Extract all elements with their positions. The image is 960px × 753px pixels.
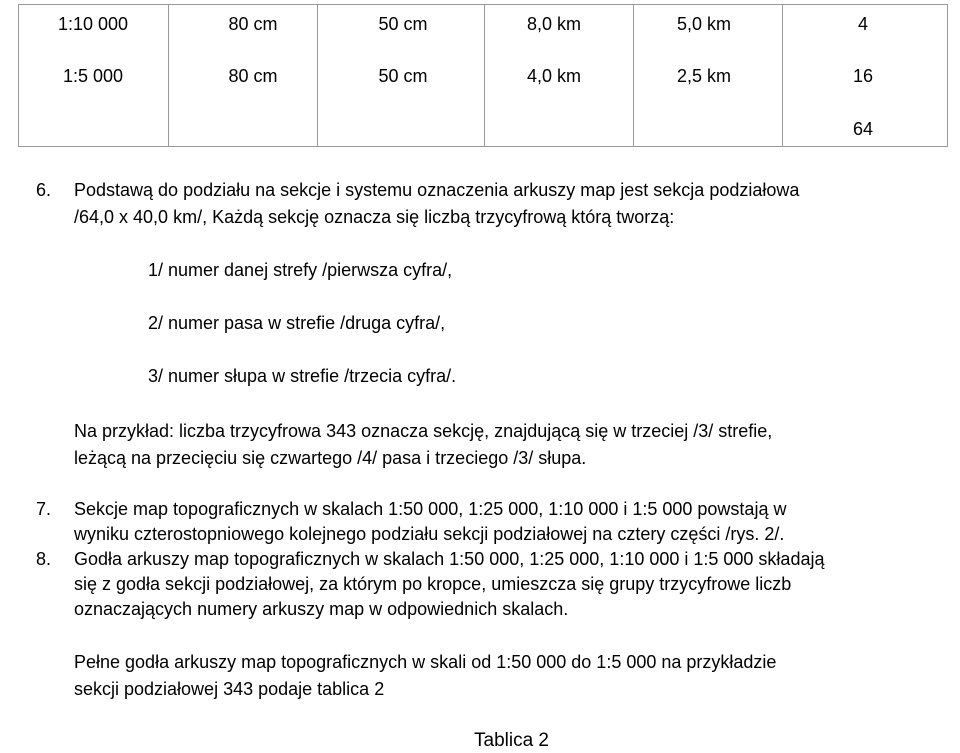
section-7-line: Sekcje map topograficznych w skalach 1:50 000, 1:25 000, 1:10 000 i 1:5 000 powstają w	[74, 499, 787, 519]
table-col-divider	[168, 4, 169, 147]
section-7-line: wyniku czterostopniowego kolejnego podziału sekcji podziałowej na cztery części /rys. 2/.	[74, 524, 785, 544]
table-cell: 5,0 km	[676, 14, 732, 34]
scale-table	[18, 0, 948, 147]
section-6-line: /64,0 x 40,0 km/, Każdą sekcję oznacza się liczbą trzycyfrową którą tworzą:	[74, 207, 675, 227]
section-6-number: 6.	[36, 180, 52, 200]
list-item: 3/ numer słupa w strefie /trzecia cyfra/.	[148, 366, 457, 386]
table-border-bottom	[18, 146, 948, 147]
table-cell: 1:10 000	[57, 14, 129, 34]
section-8-paragraph-line: sekcji podziałowej 343 podaje tablica 2	[74, 679, 385, 699]
table-col-divider	[633, 4, 634, 147]
list-item: 2/ numer pasa w strefie /druga cyfra/,	[148, 313, 446, 333]
section-7-number: 7.	[36, 499, 52, 519]
section-8-paragraph-line: Pełne godła arkuszy map topograficznych w skali od 1:50 000 do 1:5 000 na przykładzie	[74, 652, 777, 672]
table-cell: 50 cm	[378, 14, 428, 34]
section-8-number: 8.	[36, 549, 52, 569]
table-cell: 2,5 km	[676, 66, 732, 86]
table-cell: 80 cm	[228, 66, 278, 86]
table-cell: 8,0 km	[526, 14, 582, 34]
table-cell: 1:5 000	[62, 66, 124, 86]
section-6-line: Podstawą do podziału na sekcje i systemu oznaczenia arkuszy map jest sekcja podziałowa	[74, 180, 800, 200]
table-border-left	[18, 4, 19, 147]
section-8-line: oznaczających numery arkuszy map w odpowiednich skalach.	[74, 599, 569, 619]
table-cell: 80 cm	[228, 14, 278, 34]
table-cell: 16	[852, 66, 874, 86]
section-8-line: się z godła sekcji podziałowej, za którym po kropce, umieszcza się grupy trzycyfrowe liczb	[74, 574, 792, 594]
table-cell: 50 cm	[378, 66, 428, 86]
section-8-line: Godła arkuszy map topograficznych w skalach 1:50 000, 1:25 000, 1:10 000 i 1:5 000 składają	[74, 549, 825, 569]
table-cell: 4,0 km	[526, 66, 582, 86]
list-item: 1/ numer danej strefy /pierwsza cyfra/,	[148, 260, 453, 280]
table-cell: 64	[852, 119, 874, 139]
table-col-divider	[484, 4, 485, 147]
table-border-top	[18, 4, 948, 5]
table-col-divider	[317, 4, 318, 147]
table-border-right	[947, 4, 948, 147]
table-cell: 4	[857, 14, 869, 34]
example-line: leżącą na przecięciu się czwartego /4/ pasa i trzeciego /3/ słupa.	[74, 448, 587, 468]
table-caption: Tablica 2	[474, 730, 549, 751]
example-line: Na przykład: liczba trzycyfrowa 343 oznacza sekcję, znajdującą się w trzeciej /3/ strefie,	[74, 421, 773, 441]
table-col-divider	[782, 4, 783, 147]
